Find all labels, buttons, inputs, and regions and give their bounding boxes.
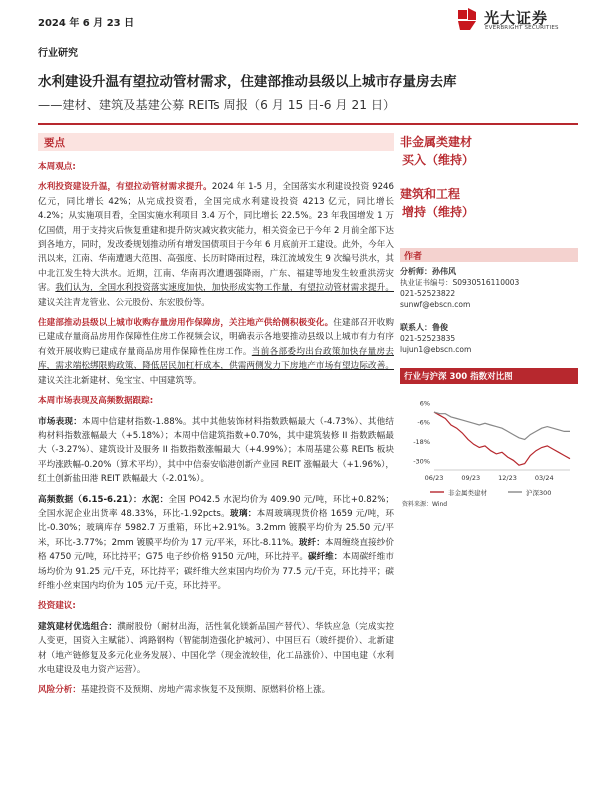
analyst-phone: 021-52523822	[400, 289, 456, 298]
key-points-bar	[38, 133, 394, 151]
p2-body: 住建部召开收购已建成存量商品房用作保障性住房工作视频会议，明确表示各地要推动县级以上城市有力有序有效开展收购已建成存量商品房用作保障性住房工作。	[38, 318, 394, 357]
paragraph-invest	[38, 620, 394, 678]
x-tick-label: 03/24	[534, 474, 554, 482]
x-tick-label: 09/23	[461, 474, 481, 482]
brand-logo-icon	[456, 6, 478, 32]
risk-body: 基建投资不及预期、房地产需求恢复不及预期、原燃料价格上涨。	[80, 685, 331, 696]
legend-label: 非金属类建材	[448, 489, 487, 497]
p1-conclusion: 我们认为，全国水利投资落实速度加快，加快形成实物工作量，有望拉动管材需求提升。	[55, 283, 394, 294]
hf-cement: 全国 PO42.5 水泥均价为 409.90 元/吨，环比+0.82%；全国水泥企业出货率 48.33%，环比-1.92pcts。	[38, 494, 394, 519]
rating-1: 买入（维持）	[402, 153, 475, 167]
p1-lead: 水利投资建设升温，有望拉动管材需求提升。	[38, 182, 212, 193]
analyst-block	[400, 266, 580, 310]
invest-body: 濮耐股份（耐材出海，活性氧化镁新品国产替代）、华铁应急（完成实控人变更，国资入主赋能）、鸿路钢构（智能制造强化护城河）、中国巨石（玻纤提价）、北新建材（地产链修复及多元化业务发展）、中国化学（现金流较佳，化工品涨价）、中国电建（水利水电建设及电力资产运营）。	[38, 621, 394, 675]
invest-label: 建筑建材优选组合：	[38, 621, 118, 632]
y-tick-label: -18%	[413, 438, 430, 447]
invest-section	[38, 599, 394, 613]
hf-carbon: 本周碳纤维市场均价为 91.25 元/千克，环比持平；碳纤维大丝束国内均价为 77.5 元/千克，环比持平；碳纤维小丝束国内均价为 105 元/千克，环比持平。	[38, 552, 394, 591]
hf-glass-label: 玻璃：	[230, 508, 257, 519]
contact-block	[400, 322, 580, 355]
rating-panel	[400, 133, 578, 221]
hf-cement-label: 水泥：	[141, 494, 169, 505]
invest-heading: 投资建议:	[38, 601, 76, 612]
x-tick-label: 12/23	[498, 474, 517, 482]
analyst-email[interactable]: sunwf@ebscn.com	[400, 300, 471, 309]
p2-recommendation: 建议关注北新建材、兔宝宝、中国建筑等。	[38, 375, 202, 386]
sector-2: 建筑和工程	[400, 187, 461, 201]
market-label: 市场表现：	[38, 416, 83, 427]
hf-label: 高频数据（6.15-6.21）：	[38, 494, 142, 505]
analyst-name: 分析师：孙伟风	[400, 267, 456, 276]
sector-1: 非金属类建材	[400, 135, 473, 149]
header-divider	[38, 123, 578, 125]
contact-email[interactable]: lujun1@ebscn.com	[400, 345, 472, 354]
p1-body: 2024 年 1-5 月，全国落实水利建设投资 9246 亿元，同比增长 42%；从完成投资看，全国完成水利建设投资 4213 亿元，同比增长 4.2%；从实施项目看，全国实施水利项目 3.4 万个，同比增长 22.5%。23 年我国增发 1 万亿国债，用于支持灾后恢复重建和提升防灾减灾救灾能力，相关资金已于今年 2 月前全部下达到各地方，同时，发改委规划推动所有增发国债项目于今年 6 月底前开工建设。此外，今年入汛以来，江南、华南遭遇大范围、高强度、长历时降雨过程，珠江流域发生 9 次编号洪水，其中北江发生特大洪水。近期，江南、华南再次遭遇强降雨，广东、福建等地发生较重洪涝灾害。	[38, 182, 394, 294]
legend-label: 沪深300	[526, 489, 552, 497]
paragraph-housing	[38, 316, 394, 388]
hf-carbon-label: 碳纤维：	[307, 552, 343, 563]
index-comparison-chart	[400, 388, 578, 510]
paragraph-high-frequency	[38, 493, 394, 594]
contact-name: 联系人：鲁俊	[400, 323, 448, 332]
authors-label: 作者	[404, 252, 423, 262]
hf-fiber: 本周缠绕直接纱价格 4750 元/吨，环比持平；G75 电子纱价格 9150 元/吨，环比持平。	[38, 537, 394, 563]
market-section	[38, 394, 394, 408]
authors-bar	[400, 248, 578, 262]
brand-name: 光大证券	[484, 9, 549, 27]
series-line-csi300	[434, 412, 570, 439]
report-category: 行业研究	[38, 48, 78, 59]
hf-fiber-label: 玻纤：	[298, 537, 325, 548]
main-content	[38, 160, 394, 704]
report-title: 水利建设升温有望拉动管材需求，住建部推动县级以上城市存量房去库	[38, 74, 457, 90]
chart-title-bar	[400, 368, 578, 384]
report-subtitle: ——建材、建筑及基建公募 REITs 周报（6 月 15 日-6 月 21 日）	[38, 98, 396, 112]
y-tick-label: 6%	[419, 399, 430, 408]
x-tick-label: 06/23	[424, 474, 444, 482]
analyst-cert: 执业证书编号：S0930516110003	[400, 278, 520, 287]
y-tick-label: -30%	[413, 457, 430, 466]
p2-conclusion: 当前各部委均出台政策加快存量房去库，需求端松绑限购政策、降低居民加杠杆成本，供需两侧发力下房地产市场有望边际改善。	[38, 346, 394, 372]
chart-title: 行业与沪深 300 指数对比图	[404, 372, 513, 382]
p2-lead: 住建部推动县级以上城市收购存量房用作保障房，关注地产供给侧积极变化。	[38, 318, 334, 329]
series-line-sector	[434, 412, 570, 465]
p1-recommendation: 建议关注青龙管业、公元股份、东宏股份等。	[38, 297, 210, 308]
market-heading: 本周市场表现及高频数据跟踪:	[38, 396, 154, 407]
paragraph-market	[38, 415, 394, 487]
hf-glass: 本周玻璃现货价格 1659 元/吨，环比-0.30%；玻璃库存 5982.7 万重箱，环比+2.91%。3.2mm 镀膜平均价为 25.50 元/平米，环比-3.77%；2mm 镀膜平均价为 17 元/平米，环比-8.11%。	[38, 508, 394, 548]
paragraph-risk	[38, 683, 394, 697]
core-view-heading: 本周观点:	[38, 162, 76, 172]
report-date: 2024 年 6 月 23 日	[38, 18, 135, 29]
risk-label: 风险分析：	[38, 685, 81, 696]
brand-logo	[456, 6, 576, 36]
paragraph-water-conservancy	[38, 180, 394, 310]
contact-phone: 021-52523835	[400, 334, 456, 343]
y-tick-label: -6%	[417, 418, 430, 427]
brand-english: EVERBRIGHT SECURITIES	[485, 25, 559, 31]
key-points-label: 要点	[44, 137, 65, 149]
core-view-section	[38, 160, 394, 174]
chart-source: 资料来源：Wind	[402, 501, 448, 508]
rating-2: 增持（维持）	[402, 205, 475, 219]
market-body: 本周中信建材指数-1.88%。其中其他装饰材料指数跌幅最大（-4.73%）、其他结构材料指数涨幅最大（+5.18%）；本周中信建筑指数+0.70%，其中建筑装修 II 指数跌幅最大（-3.27%）、建筑设计及服务 II 指数指数涨幅最大（+4.99%）；本周基建公募 REITs 板块平均涨跌幅-0.20%（算术平均），其中中信泰安临港创新产业园 REIT 涨幅最大（+1.96%），红土创新盐田港 REIT 跌幅最大（-2.01%）。	[38, 416, 394, 485]
